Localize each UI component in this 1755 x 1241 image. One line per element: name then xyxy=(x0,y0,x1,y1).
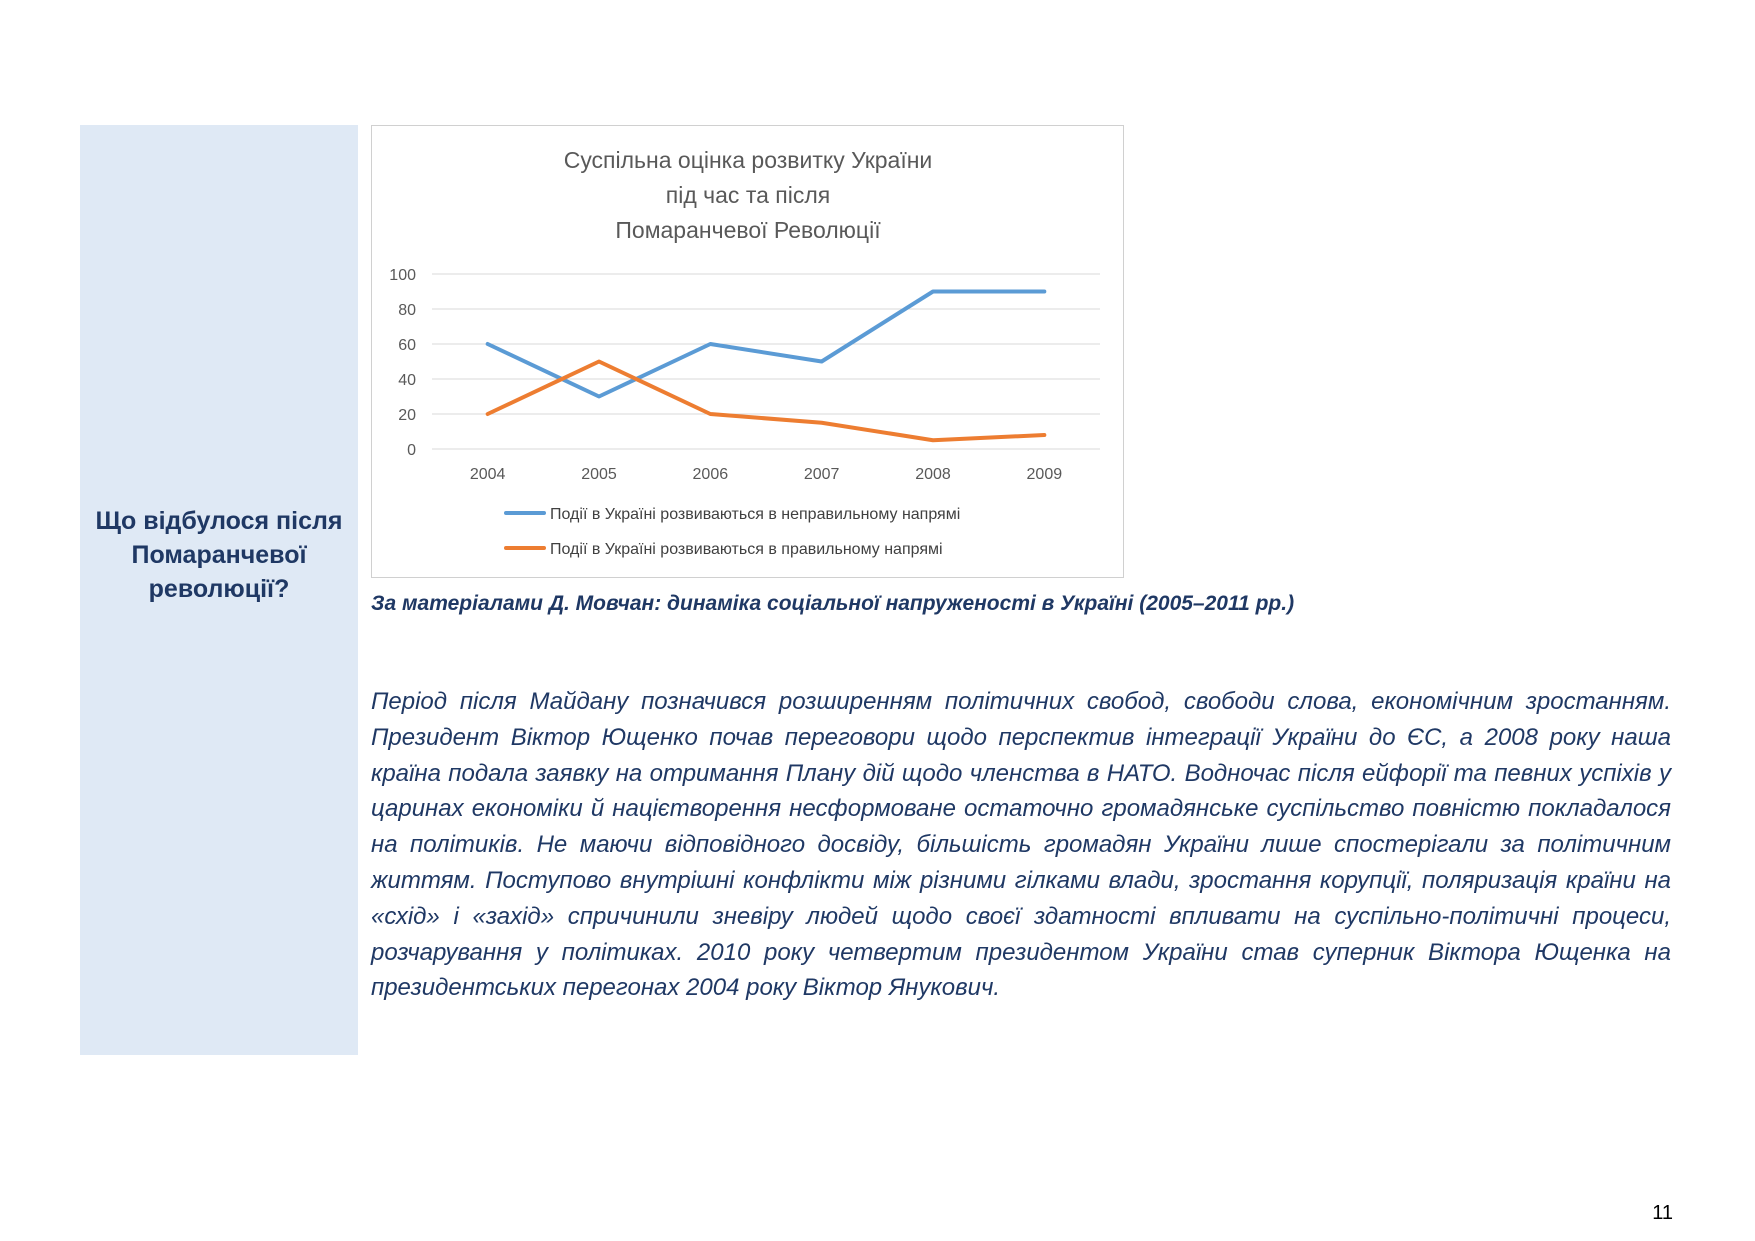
x-tick-label: 2008 xyxy=(915,466,951,483)
x-tick-label: 2005 xyxy=(581,466,617,483)
series-line-2 xyxy=(488,362,1045,441)
chart-source-caption: За матеріалами Д. Мовчан: динаміка соціальної напруженості в Україні (2005–2011 рр.) xyxy=(371,592,1295,615)
chart-title-line-1: Суспільна оцінка розвитку України xyxy=(563,147,933,173)
chart-container xyxy=(371,125,1124,578)
y-tick-label: 100 xyxy=(389,267,416,284)
x-tick-label: 2006 xyxy=(692,466,729,483)
legend-label-2: Події в Україні розвиваються в правильному напрямі xyxy=(550,541,943,558)
x-tick-label: 2004 xyxy=(469,466,506,483)
chart-title-line-3: Помаранчевої Революції xyxy=(615,217,881,243)
x-tick-label: 2007 xyxy=(803,466,840,483)
chart-title-line-2: під час та після xyxy=(665,182,831,208)
side-panel xyxy=(80,125,358,1055)
y-tick-label: 80 xyxy=(398,302,416,319)
side-question: Що відбулося після Помаранчевої революції? xyxy=(95,507,343,603)
y-tick-label: 0 xyxy=(407,442,416,459)
x-tick-label: 2009 xyxy=(1026,466,1063,483)
y-tick-label: 60 xyxy=(398,337,416,354)
page-number: 11 xyxy=(1652,1202,1673,1224)
y-tick-label: 20 xyxy=(398,407,416,424)
legend-label-1: Події в Україні розвиваються в неправильному напрямі xyxy=(550,506,961,523)
body-paragraph: Період після Майдану позначився розширенням політичних свобод, свободи слова, економічним зростанням. Президент Віктор Ющенко почав переговори щодо перспектив інтеграції України до ЄС, а 2008 року наша країна подала заявку на отримання Плану дій щодо членства в НАТО. Водночас після ейфорії та певних успіхів у царинах економіки й націєтворення несформоване остаточно громадянське суспільство повністю покладалося на політиків. Не маючи відповідного досвіду, більшість громадян України лише спостерігали за політичним життям. Поступово внутрішні конфлікти між різними гілками влади, зростання корупції, поляризація країни на «схід» і «захід» спричинили зневіру людей щодо своєї здатності впливати на суспільно-політичні процеси, розчарування у політиках. 2010 року четвертим президентом України став суперник Віктора Ющенка на президентських перегонах 2004 року Віктор Янукович. xyxy=(371,688,1671,1002)
line-chart xyxy=(372,126,1125,579)
y-tick-label: 40 xyxy=(398,372,416,389)
